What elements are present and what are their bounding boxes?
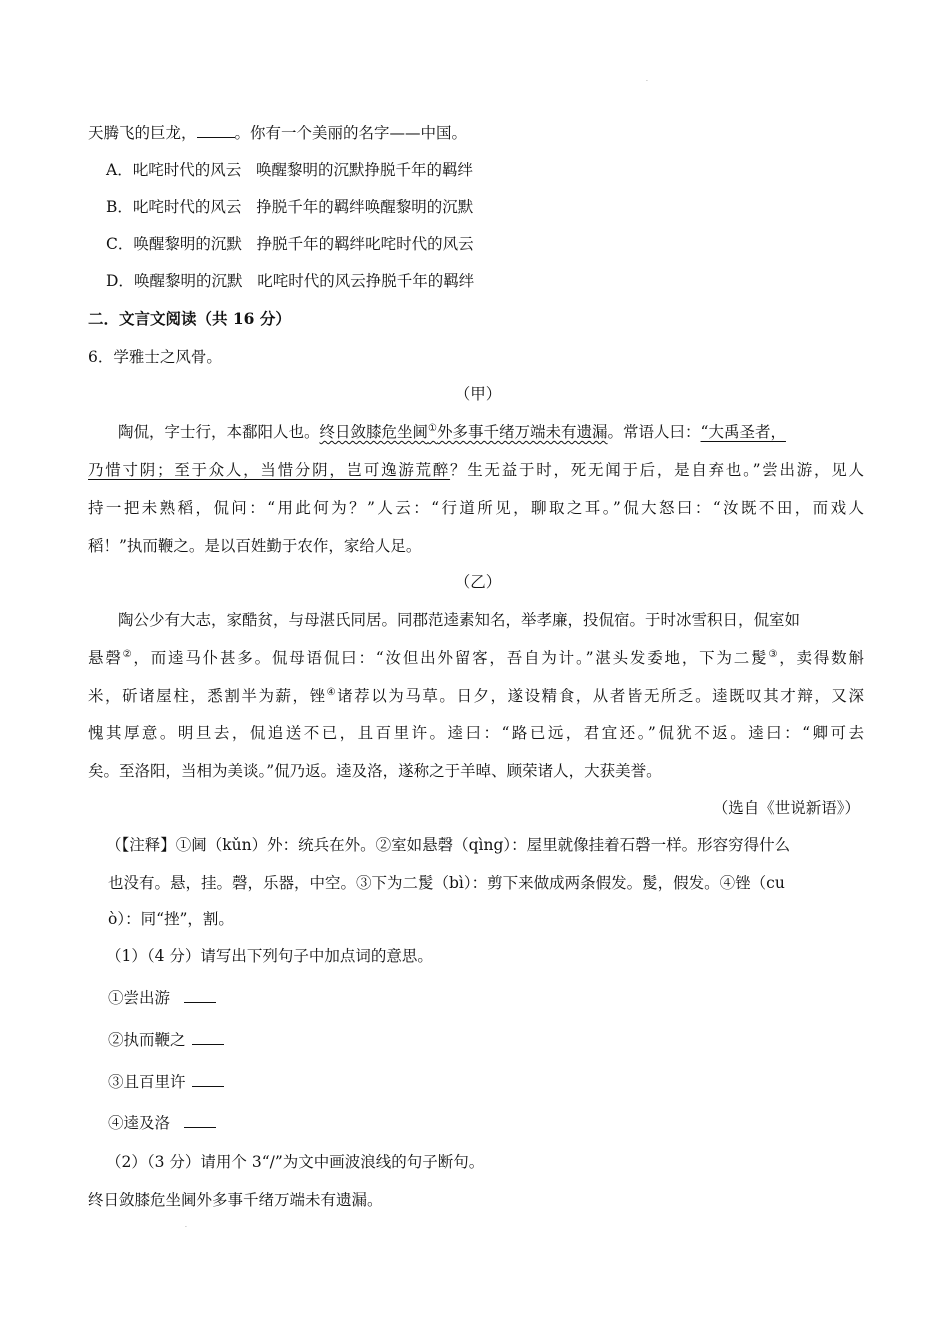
yi-line-2: 悬磬②，而逵马仆甚多。侃母语侃曰：“汝但出外留客，吾自为计。”湛头发委地，下为二髲③，卖得数斛 [88,648,864,667]
jia-line-3: 持一把未熟稻，侃问：“用此何为？”人云：“行道所见，聊取之耳。”侃大怒曰：“汝既不田，而戏人 [88,499,864,517]
q5-option-c[interactable]: C．唤醒黎明的沉默 挣脱千年的羁绊叱咤时代的风云 [106,235,474,253]
answer-blank[interactable] [184,986,216,1003]
notes-line-2: 也没有。悬，挂。磬，乐器，中空。③下为二髲（bì）：剪下来做成两条假发。髲，假发。④锉（cu [108,874,785,892]
underlined-quote: “大禹圣者， [700,423,786,441]
yi-line-3: 米，斫诸屋柱，悉割半为薪，锉④诸荐以为马草。日夕，遂设精食，从者皆无所乏。逵既叹其才辩，又深 [88,686,864,705]
yi-line-5: 矣。至洛阳，当相为美谈。”侃乃返。逵及洛，遂称之于羊晫、顾荣诸人，大获美誉。 [88,762,662,780]
source-citation: （选自《世说新语》） [712,799,860,817]
answer-blank[interactable] [192,1070,224,1087]
answer-blank[interactable] [192,1028,224,1045]
underlined-quote-cont: 乃惜寸阴；至于众人，当惜分阴，岂可逸游荒醉 [88,461,451,479]
page-mark-top: . [646,76,648,83]
q5-option-a[interactable]: A．叱咤时代的风云 唤醒黎明的沉默挣脱千年的羁绊 [106,161,474,179]
passage-jia-title: （甲） [454,385,502,403]
sub1-item-2: ②执而鞭之 [108,1028,888,1051]
wavy-sentence: 终日敛膝危坐阃①外多事千绪万端未有遗漏 [319,422,608,441]
yi-line-1: 陶公少有大志，家酷贫，与母湛氏同居。同郡范逵素知名，举孝廉，投侃宿。于时冰雪积日，侃室如 [118,611,801,629]
q5-option-d[interactable]: D．唤醒黎明的沉默 叱咤时代的风云挣脱千年的羁绊 [106,272,475,290]
q5-stem-line: 天腾飞的巨龙， 。你有一个美丽的名字——中国。 [88,124,468,142]
sub-question-2-title: （2）（3 分）请用个 3“/”为文中画波浪线的句子断句。 [106,1153,485,1171]
notes-line-1: （【注释】①阃（kǔn）外：统兵在外。②室如悬磬（qìng）：屋里就像挂着石磬一样。形容穷得什么 [106,836,791,854]
sub1-item-3: ③且百里许 [108,1070,888,1093]
jia-line-2: 乃惜寸阴；至于众人，当惜分阴，岂可逸游荒醉？生无益于时，死无闻于后，是自弃也。”尝出游，见人 [88,461,864,479]
notes-line-3: ò）：同“挫”，割。 [108,910,234,928]
question-6-title: 6．学雅士之风骨。 [88,348,222,366]
section-heading: 二．文言文阅读（共 16 分） [88,309,291,328]
sub2-sentence: 终日敛膝危坐阃外多事千绪万端未有遗漏。 [88,1191,383,1209]
sub1-item-1: ①尝出游 [108,986,888,1009]
page-mark-bottom: . [185,1222,187,1229]
yi-line-4: 愧其厚意。明旦去，侃追送不已，且百里许。逵曰：“路已远，君宜还。”侃犹不返。逵曰：“卿可去 [88,724,864,742]
answer-blank[interactable] [184,1111,216,1128]
sub-question-1-title: （1）（4 分）请写出下列句子中加点词的意思。 [106,947,433,965]
jia-line-1: 陶侃，字士行，本鄱阳人也。终日敛膝危坐阃①外多事千绪万端未有遗漏。常语人曰：“大禹圣者， [118,422,786,441]
jia-line-4: 稻！”执而鞭之。是以百姓勤于农作，家给人足。 [88,537,422,555]
passage-yi-title: （乙） [454,573,502,591]
answer-blank[interactable] [197,123,235,138]
sub1-item-4: ④逵及洛 [108,1111,888,1134]
q5-option-b[interactable]: B．叱咤时代的风云 挣脱千年的羁绊唤醒黎明的沉默 [106,198,474,216]
